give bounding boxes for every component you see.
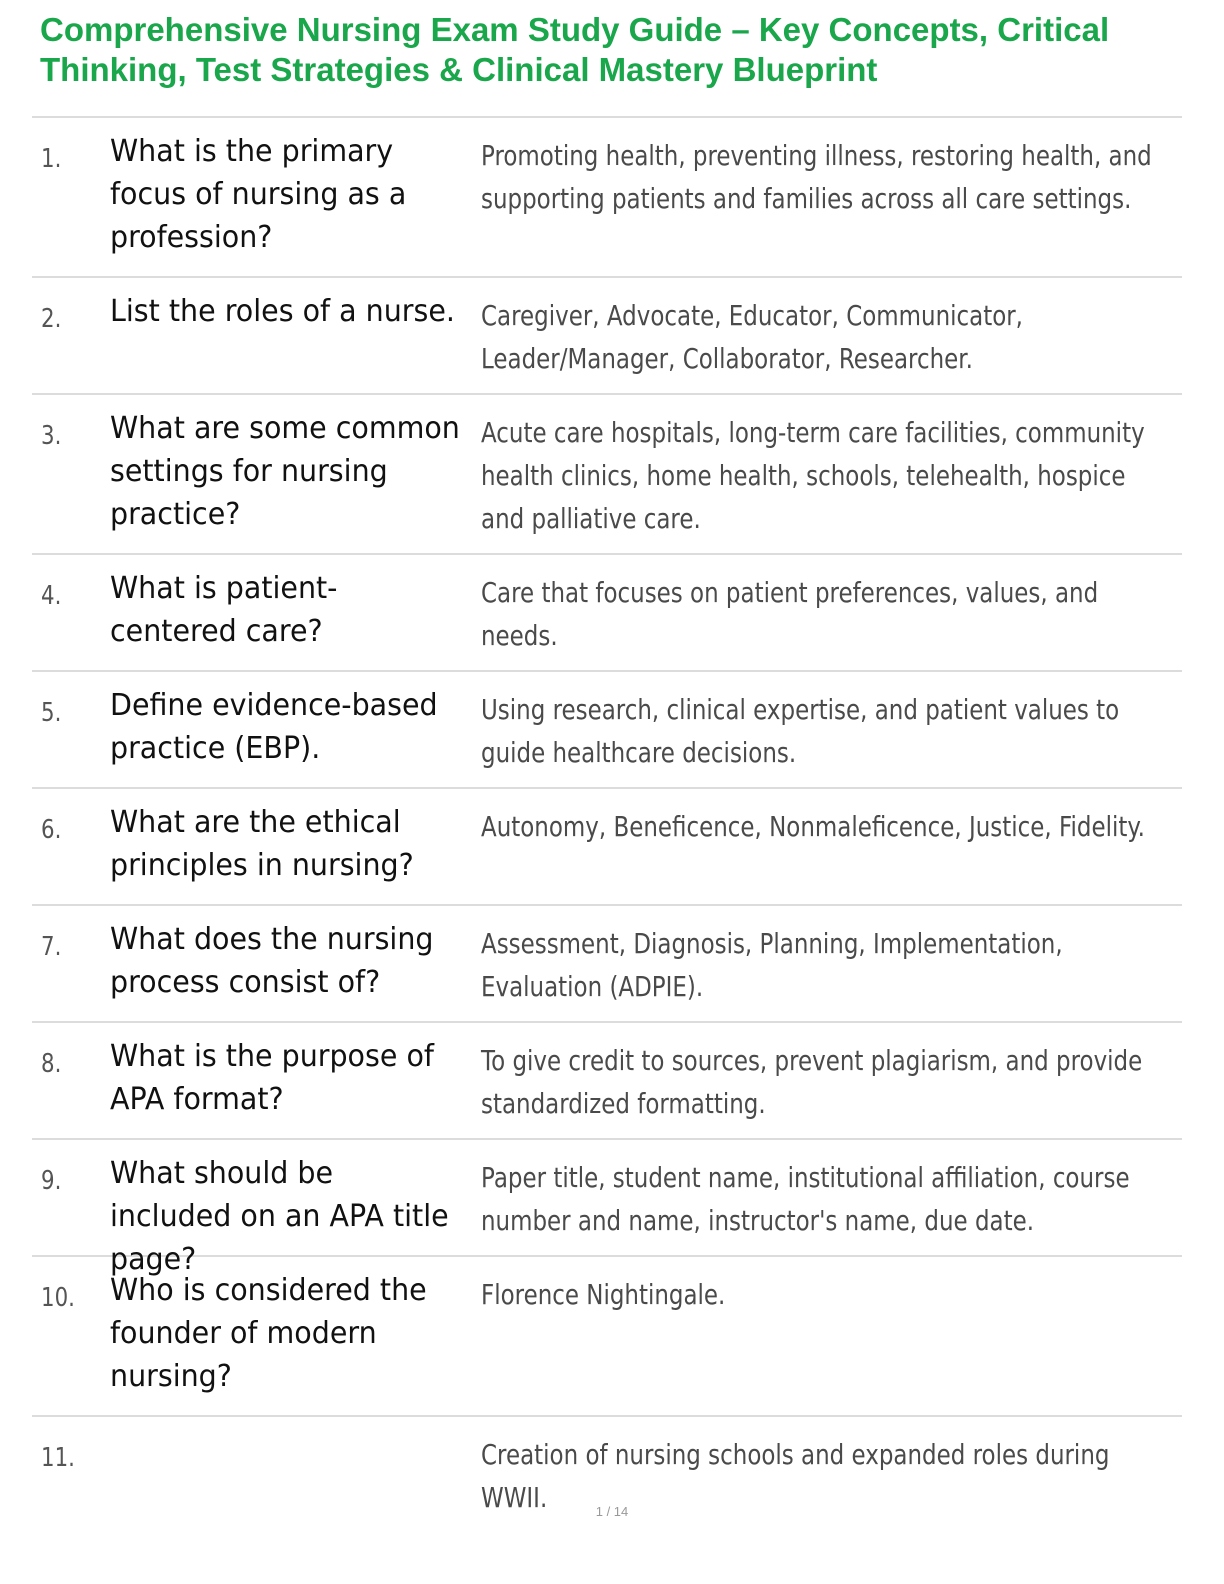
question-text: What are some common settings for nursing practice? (110, 411, 460, 532)
qa-row (32, 789, 1182, 906)
answer-text: Caregiver, Advocate, Educator, Communicator, Leader/Manager, Collaborator, Researcher. (481, 299, 1023, 375)
answer-text: Autonomy, Beneficence, Nonmaleficence, Justice, Fidelity. (481, 810, 1145, 843)
question-text: List the roles of a nurse. (110, 294, 455, 329)
question-text: What should be included on an APA title page? (110, 1156, 449, 1277)
qa-row (32, 555, 1182, 672)
question-text: What is the primary focus of nursing as a profession? (110, 134, 407, 255)
question-text: Who is considered the founder of modern nursing? (110, 1273, 427, 1394)
question-number: 1. (41, 144, 62, 174)
answer-text: Care that focuses on patient preferences, values, and needs. (481, 576, 1099, 652)
qa-row (32, 278, 1182, 395)
question-number: 3. (41, 421, 62, 451)
question-number: 2. (41, 304, 62, 334)
question-text: What is the purpose of APA format? (110, 1039, 434, 1117)
answer-text: Using research, clinical expertise, and patient values to guide healthcare decisions. (481, 693, 1120, 769)
answer-text: To give credit to sources, prevent plagiarism, and provide standardized formatting. (481, 1044, 1143, 1120)
question-number: 10. (41, 1283, 75, 1313)
question-text: What are the ethical principles in nursing? (110, 805, 414, 883)
qa-row (32, 1257, 1182, 1417)
question-number: 11. (41, 1443, 75, 1473)
answer-text: Creation of nursing schools and expanded roles during WWII. (481, 1438, 1110, 1514)
qa-row (32, 1140, 1182, 1277)
qa-row (32, 118, 1182, 278)
qa-row (32, 395, 1182, 555)
document-title: Comprehensive Nursing Exam Study Guide – Key Concepts, Critical Thinking, Test Strategies & Clinical Mastery Blueprint (40, 11, 1110, 88)
qa-row (32, 672, 1182, 789)
question-number: 4. (41, 581, 62, 611)
answer-text: Assessment, Diagnosis, Planning, Implementation, Evaluation (ADPIE). (481, 927, 1063, 1003)
answer-text: Paper title, student name, institutional affiliation, course number and name, instructor's name, due date. (481, 1161, 1130, 1237)
answer-text: Acute care hospitals, long-term care facilities, community health clinics, home health, schools, telehealth, hospice and palliative care. (481, 416, 1145, 535)
answer-text: Florence Nightingale. (481, 1278, 726, 1311)
page-indicator: 1 / 14 (595, 1504, 629, 1519)
question-text: What is patient-centered care? (110, 571, 338, 649)
question-text: What does the nursing process consist of? (110, 922, 434, 1000)
question-number: 7. (41, 932, 62, 962)
question-number: 6. (41, 815, 62, 845)
question-number: 5. (41, 698, 62, 728)
answer-text: Promoting health, preventing illness, restoring health, and supporting patients and families across all care settings. (481, 139, 1152, 215)
qa-row (32, 1023, 1182, 1140)
question-number: 8. (41, 1049, 62, 1079)
question-text: Define evidence-based practice (EBP). (110, 688, 438, 766)
qa-row (32, 906, 1182, 1023)
question-number: 9. (41, 1166, 62, 1196)
